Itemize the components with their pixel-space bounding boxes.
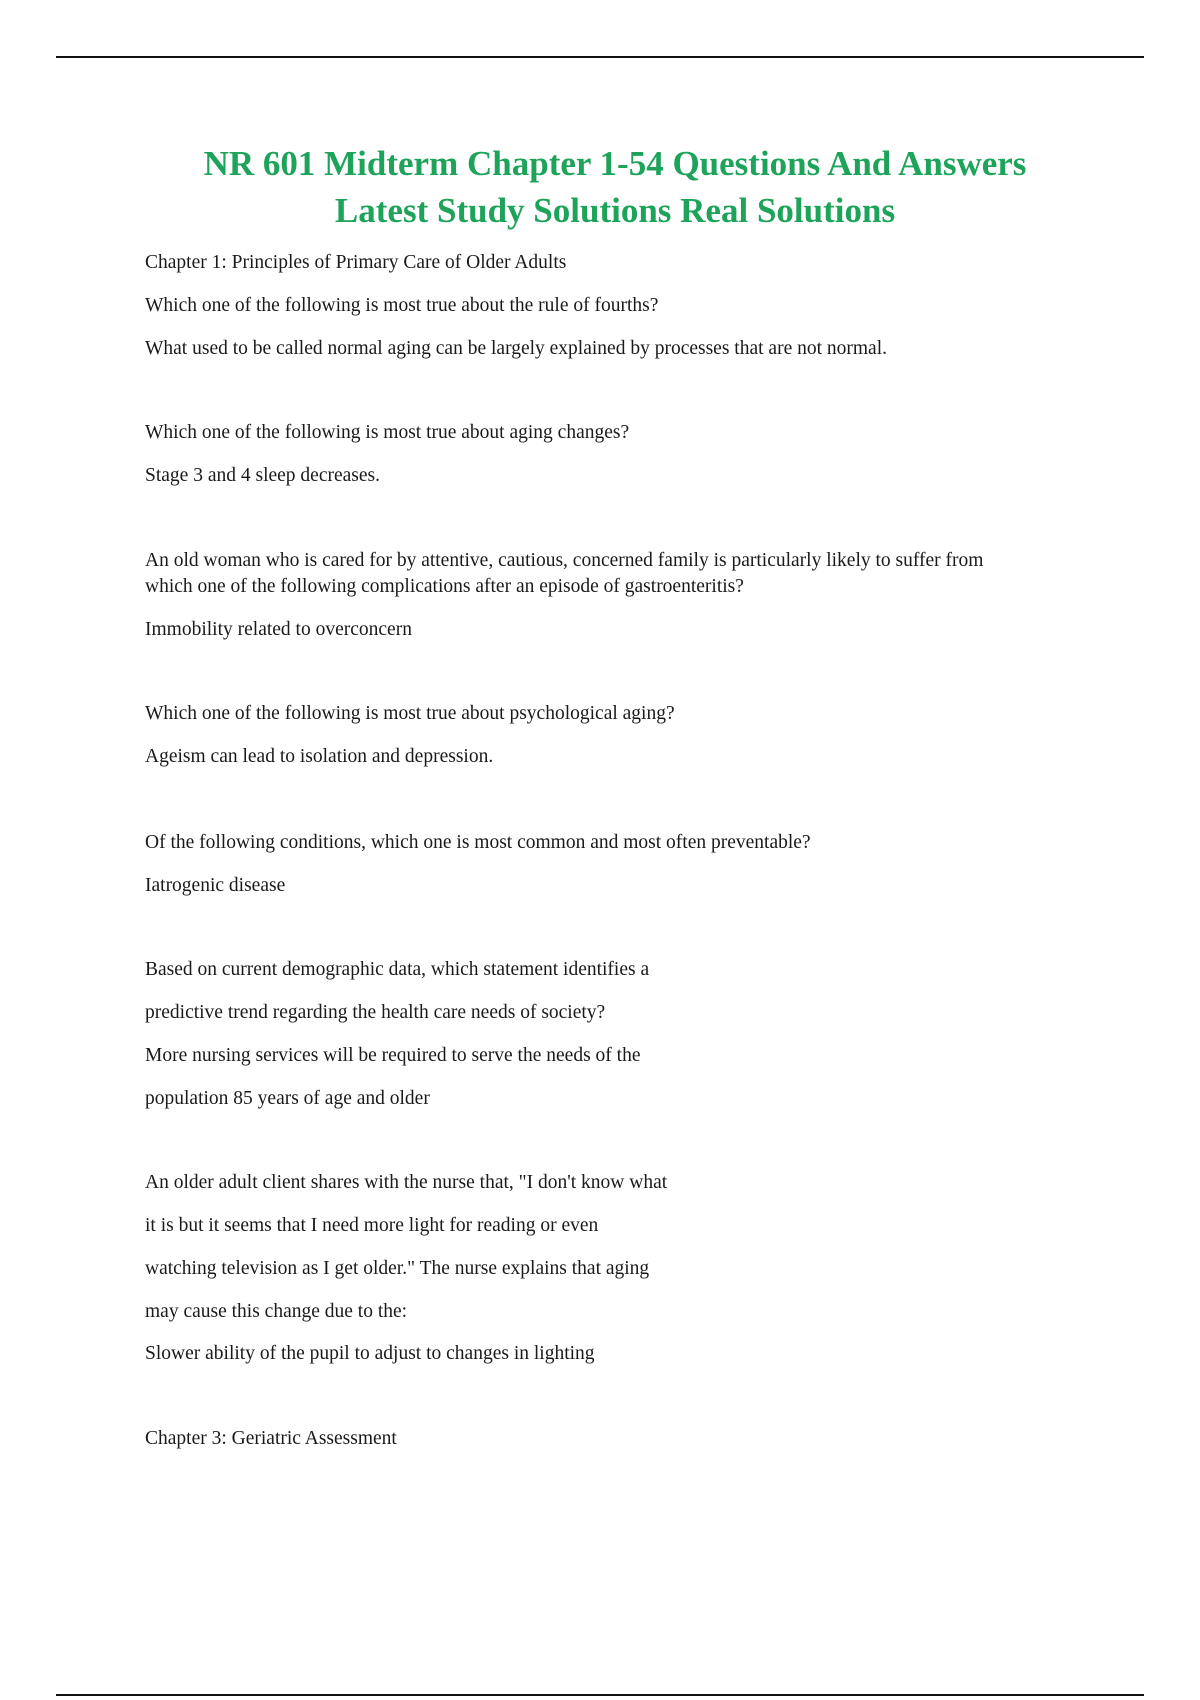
question-text: Which one of the following is most true about aging changes?: [145, 422, 630, 443]
chapter-heading: Chapter 1: Principles of Primary Care of Older Adults: [145, 252, 567, 273]
question-text: An old woman who is cared for by attentive, cautious, concerned family is particularly likely to suffer from: [145, 550, 984, 571]
answer-text: More nursing services will be required to serve the needs of the: [145, 1045, 641, 1066]
question-text: watching television as I get older." The nurse explains that aging: [145, 1258, 650, 1279]
bottom-rule: [56, 1694, 1144, 1696]
answer-text: Ageism can lead to isolation and depression.: [145, 746, 494, 767]
question-text: predictive trend regarding the health care needs of society?: [145, 1002, 606, 1023]
question-text: Which one of the following is most true about the rule of fourths?: [145, 295, 659, 316]
question-text: Of the following conditions, which one is most common and most often preventable?: [145, 832, 811, 853]
question-text: Which one of the following is most true about psychological aging?: [145, 703, 675, 724]
question-text: it is but it seems that I need more light for reading or even: [145, 1215, 599, 1236]
answer-text: Iatrogenic disease: [145, 875, 286, 896]
question-text: which one of the following complications after an episode of gastroenteritis?: [145, 576, 744, 597]
title-line-2: Latest Study Solutions Real Solutions: [334, 191, 896, 230]
title-line-1: NR 601 Midterm Chapter 1-54 Questions And Answers: [203, 144, 1027, 183]
question-text: An older adult client shares with the nurse that, "I don't know what: [145, 1172, 668, 1193]
question-text: may cause this change due to the:: [145, 1301, 408, 1322]
question-text: Based on current demographic data, which statement identifies a: [145, 959, 650, 980]
answer-text: Stage 3 and 4 sleep decreases.: [145, 465, 380, 486]
answer-text: Immobility related to overconcern: [145, 619, 412, 640]
answer-text: Slower ability of the pupil to adjust to changes in lighting: [145, 1343, 595, 1364]
answer-text: population 85 years of age and older: [145, 1088, 430, 1109]
answer-text: What used to be called normal aging can be largely explained by processes that are not normal.: [145, 338, 887, 359]
chapter-heading: Chapter 3: Geriatric Assessment: [145, 1428, 397, 1449]
